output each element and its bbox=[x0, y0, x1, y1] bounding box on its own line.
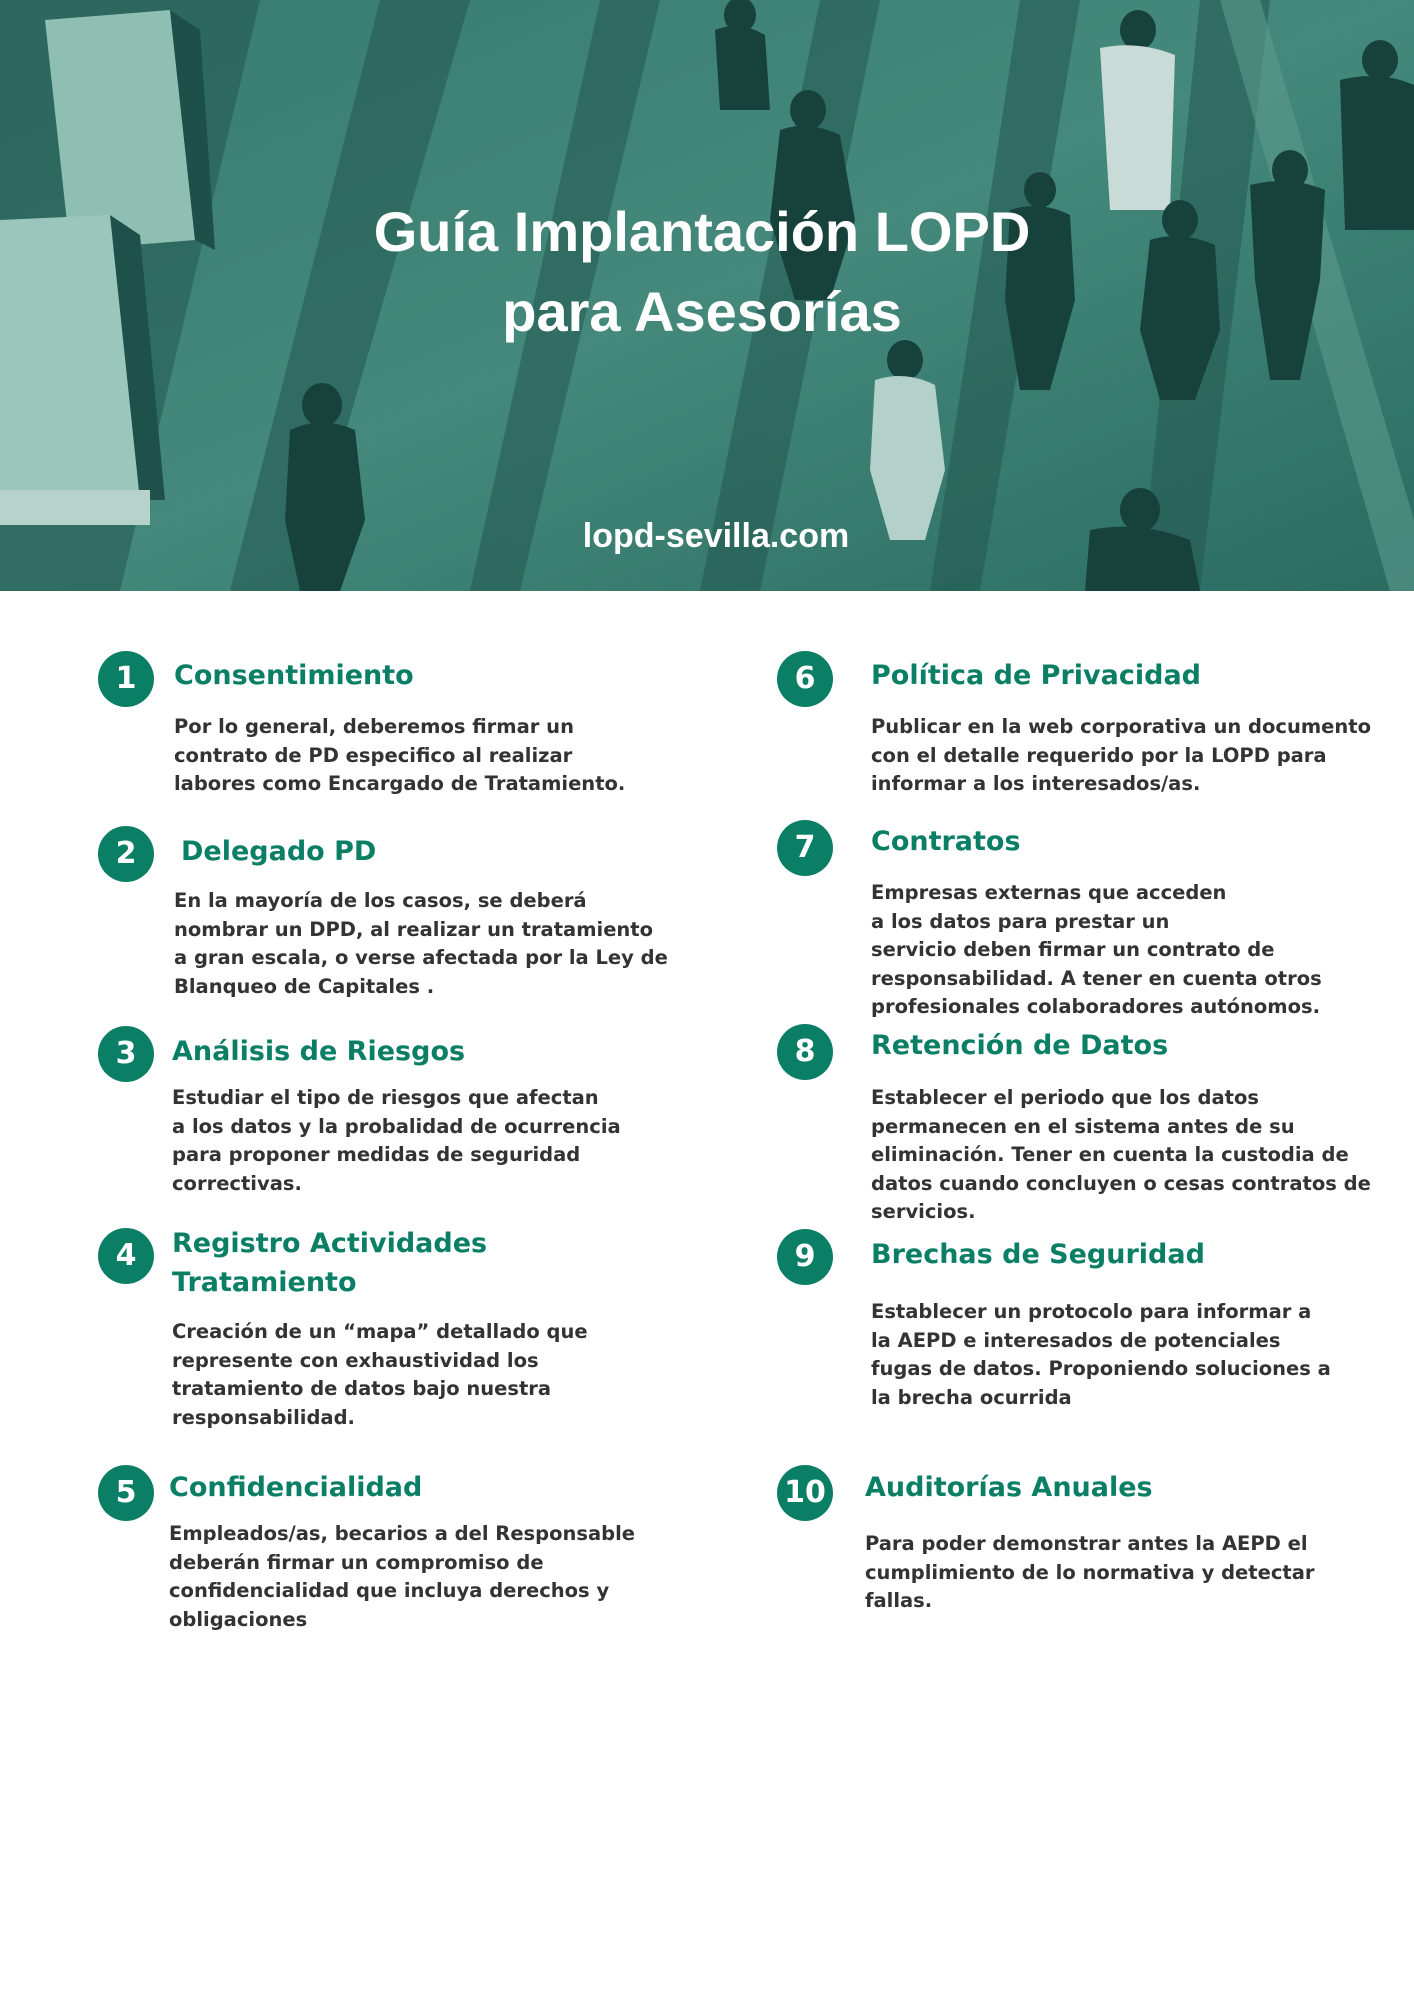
number-badge: 1 bbox=[98, 651, 154, 707]
item-title-line-2: Tratamiento bbox=[172, 1267, 357, 1298]
number-badge: 7 bbox=[777, 820, 833, 876]
item-text: Empresas externas que acceden a los datos para prestar un servicio deben firmar un contrato de responsabilidad. A tener en cuenta otros profesionales colaboradores autónomos. bbox=[871, 881, 1322, 1018]
item-title: Auditorías Anuales bbox=[865, 1472, 1153, 1503]
item-title: Brechas de Seguridad bbox=[871, 1239, 1205, 1270]
website-label: lopd-sevilla.com bbox=[582, 517, 850, 555]
item-text: Estudiar el tipo de riesgos que afectan a los datos y la probalidad de ocurrencia para proponer medidas de seguridad correctivas. bbox=[172, 1086, 621, 1195]
website-url bbox=[0, 512, 1414, 560]
number-badge: 6 bbox=[777, 651, 833, 707]
item-title: Política de Privacidad bbox=[871, 660, 1201, 691]
item-text: Establecer el periodo que los datos permanecen en el sistema antes de su eliminación. Tener en cuenta la custodia de datos cuando concluyen o cesas contratos de servicios. bbox=[871, 1086, 1371, 1223]
item-title: Confidencialidad bbox=[169, 1472, 423, 1503]
item-text: Publicar en la web corporativa un documento con el detalle requerido por la LOPD para informar a los interesados/as. bbox=[871, 715, 1372, 795]
number-badge: 4 bbox=[98, 1228, 154, 1284]
number-badge: 8 bbox=[777, 1024, 833, 1080]
number-badge: 3 bbox=[98, 1026, 154, 1082]
item-text: Empleados/as, becarios a del Responsable deberán firmar un compromiso de confidencialidad que incluya derechos y obligaciones bbox=[169, 1522, 636, 1631]
number-badge: 9 bbox=[777, 1229, 833, 1285]
title-line-1: Guía Implantación LOPD bbox=[373, 200, 1031, 263]
item-title: Análisis de Riesgos bbox=[172, 1036, 466, 1067]
number-badge: 5 bbox=[98, 1465, 154, 1521]
document-title bbox=[0, 192, 1414, 352]
item-title: Retención de Datos bbox=[871, 1030, 1169, 1061]
item-text: Por lo general, deberemos firmar un contrato de PD especifico al realizar labores como Encargado de Tratamiento. bbox=[174, 715, 626, 795]
number-badge: 2 bbox=[98, 826, 154, 882]
item-title: Contratos bbox=[871, 826, 1021, 857]
number-badge: 10 bbox=[777, 1465, 833, 1521]
item-text: Creación de un “mapa” detallado que represente con exhaustividad los tratamiento de datos bajo nuestra responsabilidad. bbox=[172, 1320, 588, 1429]
item-title: Consentimiento bbox=[174, 660, 414, 691]
item-title-line-1: Registro Actividades bbox=[172, 1228, 488, 1259]
item-text: Establecer un protocolo para informar a la AEPD e interesados de potenciales fugas de datos. Proponiendo soluciones a la brecha ocurrida bbox=[871, 1300, 1331, 1409]
item-text: En la mayoría de los casos, se deberá nombrar un DPD, al realizar un tratamiento a gran escala, o verse afectada por la Ley de Blanqueo de Capitales . bbox=[174, 889, 668, 998]
item-title: Delegado PD bbox=[181, 836, 377, 867]
item-text: Para poder demonstrar antes la AEPD el cumplimiento de lo normativa y detectar fallas. bbox=[865, 1532, 1315, 1612]
hero-banner bbox=[0, 0, 1414, 591]
title-line-2: para Asesorías bbox=[502, 280, 902, 343]
